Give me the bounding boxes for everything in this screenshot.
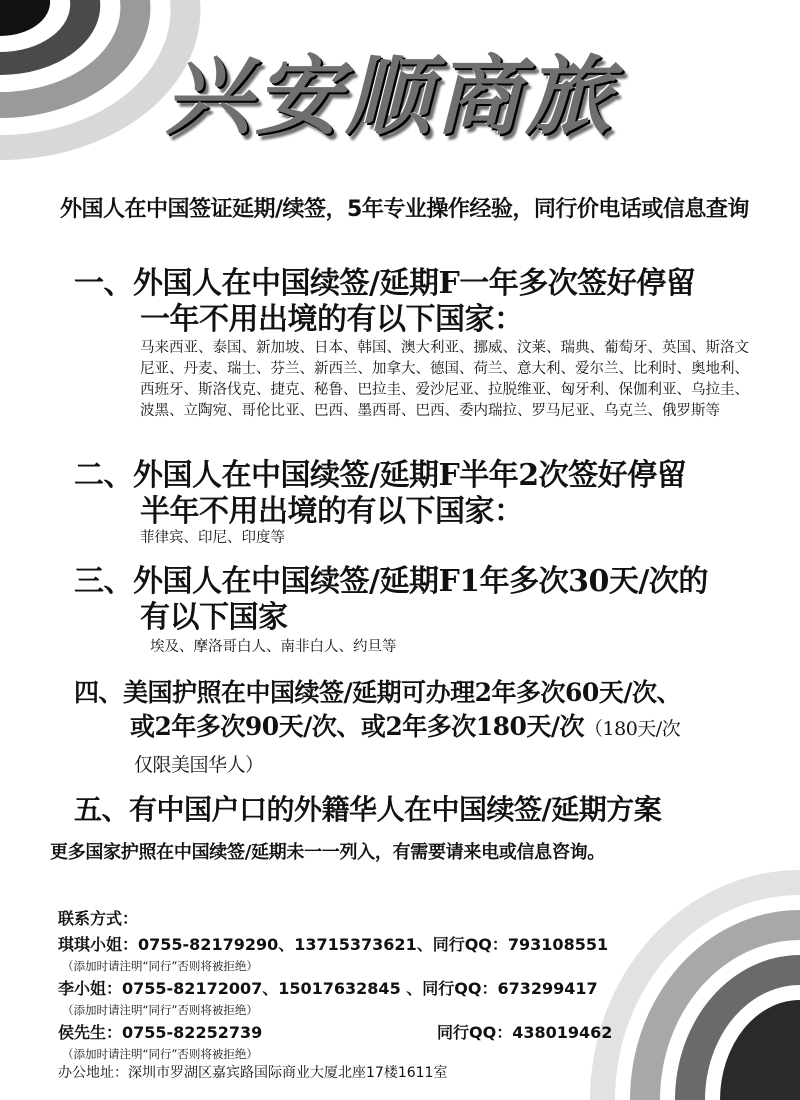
contact-heading: 联系方式： [58, 909, 139, 928]
more-info-text: 更多国家护照在中国续签/延期未一一列入，有需要请来电或信息咨询。 [50, 842, 605, 863]
section-3-heading [74, 564, 708, 636]
section-3-line-1: 三、外国人在中国续签/延期F1年多次30天/次的 [74, 564, 708, 599]
contact-qiqi-note: （添加时请注明“同行”否则将被拒绝） [62, 959, 258, 973]
section-1-line-1: 一、外国人在中国续签/延期F一年多次签好停留 [74, 266, 696, 301]
subtitle: 外国人在中国签证延期/续签，5年专业操作经验，同行价电话或信息查询 [60, 197, 749, 222]
section-2-heading [74, 458, 686, 530]
section-4-line-2-note: （180天/次 [584, 718, 681, 740]
office-address: 办公地址：深圳市罗湖区嘉宾路国际商业大厦北座17楼1611室 [58, 1065, 448, 1081]
section-2-countries: 菲律宾、印尼、印度等 [140, 530, 285, 546]
section-3-line-2: 有以下国家 [140, 600, 288, 635]
contact-hou-note: （添加时请注明“同行”否则将被拒绝） [62, 1047, 258, 1061]
contact-li: 李小姐：0755-82172007、15017632845 、同行QQ：673299417 [58, 979, 598, 998]
section-1-countries: 马来西亚、泰国、新加坡、日本、韩国、澳大利亚、挪威、汶莱、瑞典、葡萄牙、英国、斯洛文尼亚、丹麦、瑞士、芬兰、新西兰、加拿大、德国、荷兰、意大利、爱尔兰、比利时、奥地利、西班牙、斯洛伐克、捷克、秘鲁、巴拉圭、爱沙尼亚、拉脱维亚、匈牙利、保伽利亚、乌拉圭、波黑、立陶宛、哥伦比亚、巴西、墨西哥、巴西、委内瑞拉、罗马尼亚、乌克兰、俄罗斯等 [140, 340, 749, 419]
contact-hou-qq: 同行QQ：438019462 [437, 1023, 613, 1042]
contact-li-note: （添加时请注明“同行”否则将被拒绝） [62, 1003, 258, 1017]
section-2-line-1: 二、外国人在中国续签/延期F半年2次签好停留 [74, 458, 687, 493]
section-4-line-3: 仅限美国华人） [134, 754, 264, 776]
section-1-line-2: 一年不用出境的有以下国家： [140, 302, 524, 337]
section-4-line-2: 或2年多次90天/次、或2年多次180天/次 [130, 712, 585, 741]
brand-title: 兴安顺商旅 [165, 47, 615, 147]
contact-qiqi: 琪琪小姐：0755-82179290、13715373621、同行QQ：793108551 [58, 935, 609, 954]
section-2-line-2: 半年不用出境的有以下国家： [140, 494, 524, 529]
section-1-heading [74, 266, 695, 338]
contact-hou: 侯先生：0755-82252739 [58, 1023, 263, 1042]
decorative-arcs-bottom-right [590, 870, 800, 1100]
section-4-line-1: 四、美国护照在中国续签/延期可办理2年多次60天/次、 [74, 678, 681, 707]
section-4-heading [74, 676, 681, 782]
section-5-heading: 五、有中国户口的外籍华人在中国续签/延期方案 [74, 793, 662, 826]
section-3-countries: 埃及、摩洛哥白人、南非白人、约旦等 [150, 639, 397, 655]
